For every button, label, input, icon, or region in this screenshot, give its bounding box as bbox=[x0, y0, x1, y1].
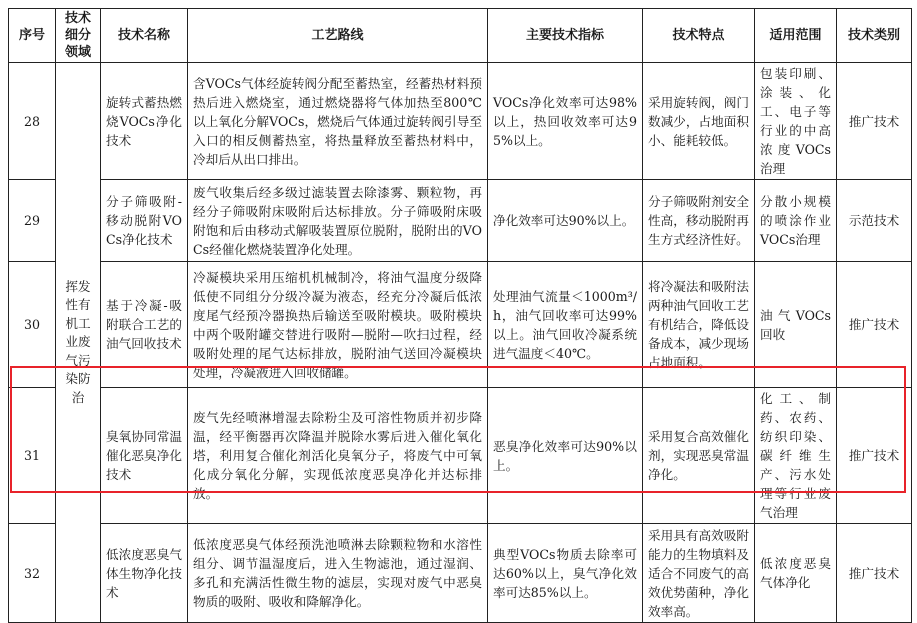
tech-route: 低浓度恶臭气体经预洗池喷淋去除颗粒物和水溶性组分、调节温湿度后，进入生物滤池，通过湿润、多孔和充满活性微生物的滤层，实现对废气中恶臭物质的吸附、吸收和降解净化。 bbox=[188, 524, 488, 623]
tech-index: 处理油气流量＜1000m³/h，油气回收率可达99%以上。油气回收冷凝系统进气温度＜40℃。 bbox=[488, 262, 643, 388]
header-name: 技术名称 bbox=[101, 9, 188, 63]
tech-category: 推广技术 bbox=[837, 63, 912, 180]
table-row bbox=[9, 388, 912, 524]
header-feature: 技术特点 bbox=[643, 9, 755, 63]
tech-name: 旋转式蓄热燃烧VOCs净化技术 bbox=[101, 63, 188, 180]
tech-feature: 采用旋转阀，阀门数减少，占地面积小、能耗较低。 bbox=[643, 63, 755, 180]
table-row bbox=[9, 180, 912, 262]
tech-name: 臭氧协同常温催化恶臭净化技术 bbox=[101, 388, 188, 524]
row-no: 29 bbox=[9, 180, 56, 262]
tech-domain: 挥发性有机工业废气污染防治 bbox=[56, 63, 101, 623]
tech-route: 废气收集后经多级过滤装置去除漆雾、颗粒物，再经分子筛吸附床吸附后达标排放。分子筛吸附床吸附饱和后由移动式解吸装置原位脱附，脱附出的VOCs经催化燃烧装置净化处理。 bbox=[188, 180, 488, 262]
header-scope: 适用范围 bbox=[755, 9, 837, 63]
tech-scope: 包装印刷、涂装、化工、电子等行业的中高浓度VOCs治理 bbox=[755, 63, 837, 180]
tech-scope: 低浓度恶臭气体净化 bbox=[755, 524, 837, 623]
tech-index: VOCs净化效率可达98%以上，热回收效率可达95%以上。 bbox=[488, 63, 643, 180]
tech-scope: 化工、制药、农药、纺织印染、碳纤维生产、污水处理等行业废气治理 bbox=[755, 388, 837, 524]
table-row bbox=[9, 63, 912, 180]
table-row bbox=[9, 524, 912, 623]
header-no: 序号 bbox=[9, 9, 56, 63]
tech-scope: 油气VOCs回收 bbox=[755, 262, 837, 388]
table-row bbox=[9, 262, 912, 388]
header-index: 主要技术指标 bbox=[488, 9, 643, 63]
tech-category: 推广技术 bbox=[837, 524, 912, 623]
tech-index: 净化效率可达90%以上。 bbox=[488, 180, 643, 262]
tech-feature: 分子筛吸附剂安全性高，移动脱附再生方式经济性好。 bbox=[643, 180, 755, 262]
tech-scope: 分散小规模的喷涂作业VOCs治理 bbox=[755, 180, 837, 262]
tech-route: 废气先经喷淋增湿去除粉尘及可溶性物质并初步降温，经平衡器再次降温并脱除水雾后进入催化氧化塔，利用复合催化剂活化臭氧分子，将废气中可氧化成分氧化分解，实现低浓度恶臭净化并达标排放。 bbox=[188, 388, 488, 524]
row-no: 30 bbox=[9, 262, 56, 388]
tech-feature: 将冷凝法和吸附法两种油气回收工艺有机结合，降低设备成本，减少现场占地面积。 bbox=[643, 262, 755, 388]
row-no: 28 bbox=[9, 63, 56, 180]
tech-index: 典型VOCs物质去除率可达60%以上，臭气净化效率可达85%以上。 bbox=[488, 524, 643, 623]
technology-table bbox=[8, 8, 912, 623]
tech-feature: 采用复合高效催化剂，实现恶臭常温净化。 bbox=[643, 388, 755, 524]
header-domain: 技术细分领域 bbox=[56, 9, 101, 63]
header-row bbox=[9, 9, 912, 63]
tech-route: 冷凝模块采用压缩机机械制冷，将油气温度分级降低使不同组分分级冷凝为液态，经充分冷凝后低浓度尾气经预冷器换热后输送至吸附模块。吸附模块中两个吸附罐交替进行吸附—脱附—吹扫过程，经吸附处理的尾气达标排放，脱附油气送回冷凝模块处理，冷凝液进入回收储罐。 bbox=[188, 262, 488, 388]
row-no: 32 bbox=[9, 524, 56, 623]
header-route: 工艺路线 bbox=[188, 9, 488, 63]
tech-route: 含VOCs气体经旋转阀分配至蓄热室，经蓄热材料预热后进入燃烧室，通过燃烧器将气体加热至800℃以上氧化分解VOCs，燃烧后气体通过旋转阀引导至入口的相反侧蓄热室，将热量释放至蓄热材料中，冷却后从出口排出。 bbox=[188, 63, 488, 180]
tech-name: 分子筛吸附-移动脱附VOCs净化技术 bbox=[101, 180, 188, 262]
row-no: 31 bbox=[9, 388, 56, 524]
tech-name: 基于冷凝-吸附联合工艺的油气回收技术 bbox=[101, 262, 188, 388]
tech-category: 示范技术 bbox=[837, 180, 912, 262]
tech-name: 低浓度恶臭气体生物净化技术 bbox=[101, 524, 188, 623]
tech-feature: 采用具有高效吸附能力的生物填料及适合不同废气的高效优势菌种，净化效率高。 bbox=[643, 524, 755, 623]
tech-category: 推广技术 bbox=[837, 262, 912, 388]
tech-index: 恶臭净化效率可达90%以上。 bbox=[488, 388, 643, 524]
header-category: 技术类别 bbox=[837, 9, 912, 63]
tech-category: 推广技术 bbox=[837, 388, 912, 524]
